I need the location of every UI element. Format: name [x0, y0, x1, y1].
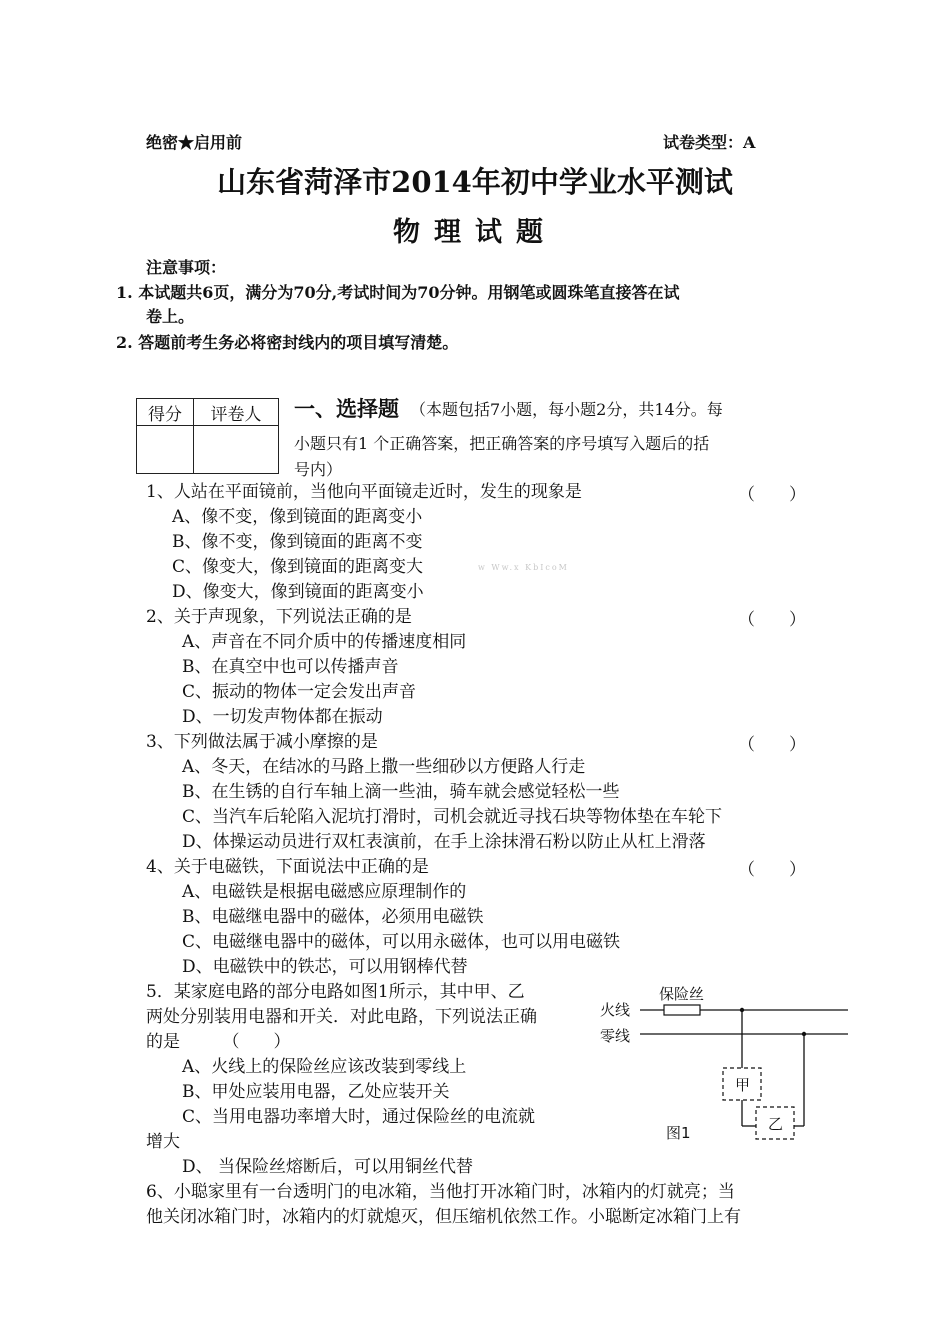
paper-type-label: 试卷类型：A	[663, 133, 756, 152]
question-1-stem: 1、人站在平面镜前，当他向平面镜走近时，发生的现象是	[146, 482, 582, 502]
question-3-answer-paren: （ ）	[738, 735, 806, 755]
question-2-option-c: C、振动的物体一定会发出声音	[182, 682, 417, 702]
section-desc-line-3: 号内）	[294, 460, 343, 479]
question-1-option-b: B、像不变，像到镜面的距离不变	[172, 532, 423, 552]
circuit-diagram	[596, 978, 854, 1146]
notice-item-2: 2. 答题前考生务必将密封线内的项目填写清楚。	[116, 333, 459, 352]
question-3-stem: 3、下列做法属于减小摩擦的是	[146, 732, 378, 752]
notice-item-1-cont: 卷上。	[146, 307, 195, 326]
question-5-option-c: C、当用电器功率增大时，通过保险丝的电流就	[182, 1107, 536, 1127]
section-desc-line-1: （本题包括7小题，每小题2分，共14分。每	[410, 400, 723, 419]
question-4-answer-paren: （ ）	[738, 860, 806, 880]
question-5-stem-line-2: 两处分别装用电器和开关．对此电路，下列说法正确	[146, 1007, 537, 1027]
score-header: 得分	[137, 399, 194, 426]
question-1-option-d: D、像变大，像到镜面的距离变小	[172, 582, 424, 602]
figure-caption: 图1	[666, 1124, 691, 1142]
question-4-option-d: D、电磁铁中的铁芯，可以用钢棒代替	[182, 957, 468, 977]
exam-title: 山东省菏泽市2014年初中学业水平测试	[217, 165, 733, 199]
question-5-option-b: B、甲处应装用电器，乙处应装开关	[182, 1082, 450, 1102]
question-5-option-d: D、 当保险丝熔断后，可以用铜丝代替	[182, 1157, 474, 1177]
question-5-stem-line-3: 的是 （ ）	[146, 1032, 291, 1052]
question-5-option-c-cont: 增大	[146, 1132, 180, 1152]
exam-subject-title: 物理试题	[393, 217, 557, 248]
grader-cell	[194, 426, 279, 474]
question-6-line-2: 他关闭冰箱门时，冰箱内的灯就熄灭，但压缩机依然工作。小聪断定冰箱门上有	[146, 1207, 741, 1227]
question-3-option-d: D、体操运动员进行双杠表演前，在手上涂抹滑石粉以防止从杠上滑落	[182, 832, 706, 852]
question-1-answer-paren: （ ）	[738, 485, 806, 505]
confidential-label: 绝密★启用前	[146, 133, 243, 152]
question-6-line-1: 6、小聪家里有一台透明门的电冰箱，当他打开冰箱门时，冰箱内的灯就亮；当	[146, 1182, 735, 1202]
question-5-stem-line-1: 5．某家庭电路的部分电路如图1所示，其中甲、乙	[146, 982, 525, 1002]
watermark: w Ww.x KbIcoM	[478, 563, 569, 572]
question-3-option-c: C、当汽车后轮陷入泥坑打滑时，司机会就近寻找石块等物体垫在车轮下	[182, 807, 723, 827]
grader-header: 评卷人	[194, 399, 279, 426]
notice-item-1: 1. 本试题共6页，满分为70分,考试时间为70分钟。用钢笔或圆珠笔直接答在试	[116, 283, 680, 302]
device-b-label: 乙	[768, 1115, 784, 1133]
score-cell	[137, 426, 194, 474]
question-1-option-c: C、像变大，像到镜面的距离变大	[172, 557, 424, 577]
live-wire-label: 火线	[600, 1001, 631, 1019]
question-5-option-a: A、火线上的保险丝应该改装到零线上	[182, 1057, 467, 1077]
section-desc-line-2: 小题只有1 个正确答案，把正确答案的序号填写入题后的括	[294, 434, 710, 453]
question-1-option-a: A、像不变，像到镜面的距离变小	[172, 507, 423, 527]
question-3-option-a: A、冬天，在结冰的马路上撒一些细砂以方便路人行走	[182, 757, 586, 777]
neutral-wire-label: 零线	[600, 1027, 631, 1045]
question-2-option-d: D、一切发声物体都在振动	[182, 707, 383, 727]
question-2-answer-paren: （ ）	[738, 610, 806, 630]
question-2-option-a: A、声音在不同介质中的传播速度相同	[182, 632, 467, 652]
question-2-option-b: B、在真空中也可以传播声音	[182, 657, 399, 677]
score-table	[136, 398, 279, 474]
question-4-option-a: A、电磁铁是根据电磁感应原理制作的	[182, 882, 467, 902]
question-4-option-b: B、电磁继电器中的磁体，必须用电磁铁	[182, 907, 484, 927]
question-2-stem: 2、关于声现象，下列说法正确的是	[146, 607, 412, 627]
question-3-option-b: B、在生锈的自行车轴上滴一些油，骑车就会感觉轻松一些	[182, 782, 620, 802]
fuse-label: 保险丝	[659, 985, 705, 1003]
fuse-symbol	[664, 1005, 700, 1015]
notice-heading: 注意事项：	[146, 258, 227, 277]
device-a-label: 甲	[735, 1076, 751, 1094]
question-4-option-c: C、电磁继电器中的磁体，可以用永磁体，也可以用电磁铁	[182, 932, 621, 952]
section-title: 一、选择题	[294, 396, 399, 421]
question-4-stem: 4、关于电磁铁，下面说法中正确的是	[146, 857, 429, 877]
